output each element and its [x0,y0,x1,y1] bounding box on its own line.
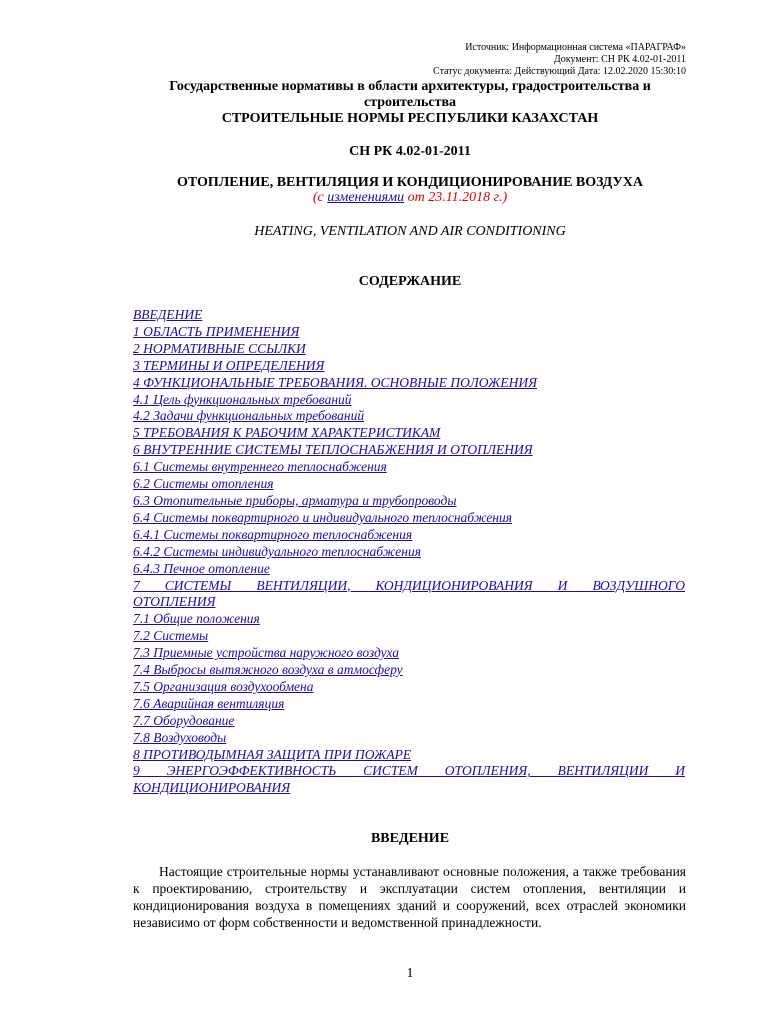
toc-link-6-1[interactable]: 6.1 Системы внутреннего теплоснабжения [133,459,387,475]
toc-link-7-3[interactable]: 7.3 Приемные устройства наружного воздуха [133,645,400,661]
toc-link-7-5[interactable]: 7.5 Организация воздухообмена [133,678,314,694]
toc-link-1[interactable]: 1 ОБЛАСТЬ ПРИМЕНЕНИЯ [133,323,300,339]
toc-link-6-3[interactable]: 6.3 Отопительные приборы, арматура и трубопроводы [133,492,457,508]
header-line-2: строительства [363,95,457,110]
header-line-1: Государственные нормативы в области архитектуры, градостроительства и [169,79,651,94]
toc-link-7-1[interactable]: 7.1 Общие положения [133,611,260,627]
toc-link-5[interactable]: 5 ТРЕБОВАНИЯ К РАБОЧИМ ХАРАКТЕРИСТИКАМ [133,425,441,441]
toc-link-4[interactable]: 4 ФУНКЦИОНАЛЬНЫЕ ТРЕБОВАНИЯ. ОСНОВНЫЕ ПОЛОЖЕНИЯ [133,374,537,390]
toc-link-9-line-1: 9 ЭНЕРГОЭФФЕКТИВНОСТЬ СИСТЕМ ОТОПЛЕНИЯ, ВЕНТИЛЯЦИИ И [133,763,685,779]
toc-link-3[interactable]: 3 ТЕРМИНЫ И ОПРЕДЕЛЕНИЯ [133,357,325,373]
toc-link-7-6[interactable]: 7.6 Аварийная вентиляция [133,695,285,711]
toc-link-6-4[interactable]: 6.4 Системы поквартирного и индивидуального теплоснабжения [133,509,512,525]
english-title: HEATING, VENTILATION AND AIR CONDITIONING [254,224,566,239]
toc-link-7-7[interactable]: 7.7 Оборудование [133,712,235,728]
toc-link-4-1[interactable]: 4.1 Цель функциональных требований [133,391,352,407]
status-line: Статус документа: Действующий Дата: 12.02.2020 15:30:10 [433,66,686,77]
toc-link-7-8[interactable]: 7.8 Воздуховоды [133,729,227,745]
toc-link-6[interactable]: 6 ВНУТРЕННИЕ СИСТЕМЫ ТЕПЛОСНАБЖЕНИЯ И ОТОПЛЕНИЯ [133,442,533,458]
changes-suffix: от 23.11.2018 г.) [404,190,508,205]
toc-link-7-4[interactable]: 7.4 Выбросы вытяжного воздуха в атмосферу [133,662,403,678]
document-code: СН РК 4.02-01-2011 [349,144,471,159]
toc-link-6-4-2[interactable]: 6.4.2 Системы индивидуального теплоснабжения [133,543,421,559]
intro-paragraph: Настоящие строительные нормы устанавливают основные положения, а также требования к проектированию, строительству и эксплуатации систем отопления, вентиляции и кондиционирования воздуха в помещениях зданий и сооружений, всех отраслей экономики независимо от форм собственности и ведомственной принадлежности. [133,864,686,930]
page-number: 1 [406,966,414,981]
toc-link-9[interactable] [133,763,685,797]
toc-link-4-2[interactable]: 4.2 Задачи функциональных требований [133,408,365,424]
toc-link-7-line-1: 7 СИСТЕМЫ ВЕНТИЛЯЦИИ, КОНДИЦИОНИРОВАНИЯ И ВОЗДУШНОГО [133,577,685,593]
toc-link-2[interactable]: 2 НОРМАТИВНЫЕ ССЫЛКИ [133,340,306,356]
header-line-3: СТРОИТЕЛЬНЫЕ НОРМЫ РЕСПУБЛИКИ КАЗАХСТАН [221,111,599,126]
toc-link-6-4-1[interactable]: 6.4.1 Системы поквартирного теплоснабжения [133,526,413,542]
changes-link[interactable]: изменениями [327,190,405,205]
toc-link-9-line-2: КОНДИЦИОНИРОВАНИЯ [133,780,291,796]
document-line: Документ: СН РК 4.02-01-2011 [553,54,686,65]
toc-link-8[interactable]: 8 ПРОТИВОДЫМНАЯ ЗАЩИТА ПРИ ПОЖАРЕ [133,746,412,762]
toc-link-introduction[interactable]: ВВЕДЕНИЕ [133,307,203,322]
changes-note [0,190,768,206]
document-title: ОТОПЛЕНИЕ, ВЕНТИЛЯЦИЯ И КОНДИЦИОНИРОВАНИЕ ВОЗДУХА [177,175,643,190]
source-line: Источник: Информационная система «ПАРАГРАФ» [465,42,686,53]
toc-link-7-2[interactable]: 7.2 Системы [133,628,209,644]
changes-prefix: (с [312,190,328,205]
toc-link-7[interactable] [133,578,685,612]
toc-title: СОДЕРЖАНИЕ [358,274,462,289]
toc-link-6-2[interactable]: 6.2 Системы отопления [133,476,274,492]
toc-link-7-line-2: ОТОПЛЕНИЯ [133,594,216,610]
intro-title: ВВЕДЕНИЕ [370,831,450,846]
toc-link-6-4-3[interactable]: 6.4.3 Печное отопление [133,560,270,576]
table-of-contents [133,307,685,797]
